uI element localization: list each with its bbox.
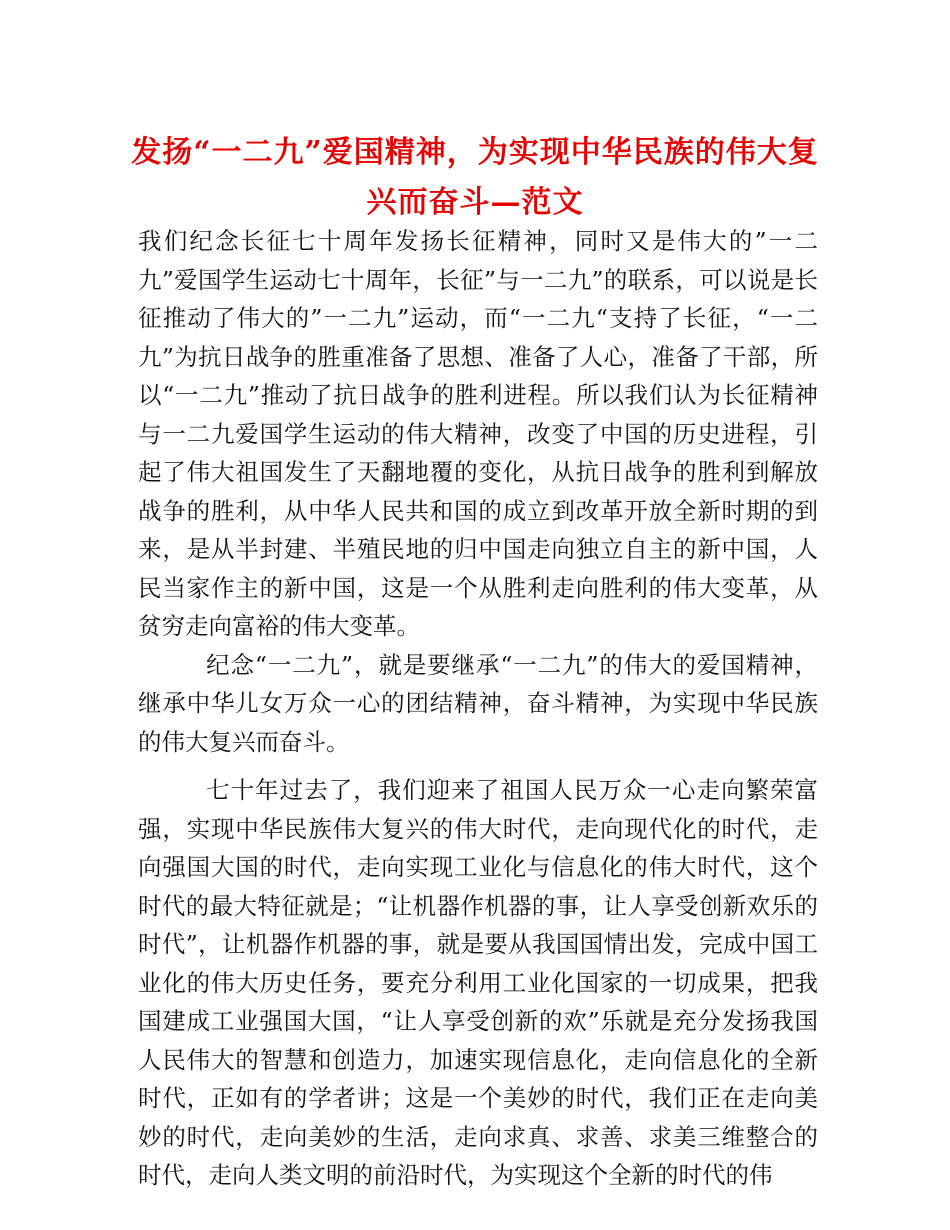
paragraph-3: 七十年过去了，我们迎来了祖国人民万众一心走向繁荣富强，实现中华民族伟大复兴的伟大时代，走向现代化的时代，走向强国大国的时代，走向实现工业化与信息化的伟大时代，这个时代的最大特征就是；“让机器作机器的事，让人享受创新欢乐的时代”，让机器作机器的事，就是要从我国国情出发，完成中国工业化的伟大历史任务，要充分利用工业化国家的一切成果，把我国建成工业强国大国，“让人享受创新的欢”乐就是充分发扬我国人民伟大的智慧和创造力，加速实现信息化，走向信息化的全新时代，正如有的学者讲；这是一个美妙的时代，我们正在走向美妙的时代，走向美妙的生活，走向求真、求善、求美三维整合的时代，走向人类文明的前沿时代，为实现这个全新的时代的伟	[138, 776, 818, 1189]
document-title: 发扬“一二九”爱国精神，为实现中华民族的伟大复兴而奋斗—范文	[131, 135, 819, 220]
document-body	[138, 222, 818, 1195]
paragraph-2: 纪念“一二九”，就是要继承“一二九”的伟大的爱国精神，继承中华儿女万众一心的团结精神，奋斗精神，为实现中华民族的伟大复兴而奋斗。	[138, 650, 818, 756]
paragraph-1: 我们纪念长征七十周年发扬长征精神，同时又是伟大的”一二九”爱国学生运动七十周年，长征”与一二九”的联系，可以说是长征推动了伟大的”一二九”运动，而“一二九“支持了长征，“一二九”为抗日战争的胜重准备了思想、准备了人心，准备了干部，所以“一二九”推动了抗日战争的胜利进程。所以我们认为长征精神与一二九爱国学生运动的伟大精神，改变了中国的历史进程，引起了伟大祖国发生了天翻地覆的变化，从抗日战争的胜利到解放战争的胜利，从中华人民共和国的成立到改革开放全新时期的到来，是从半封建、半殖民地的归中国走向独立自主的新中国，人民当家作主的新中国，这是一个从胜利走向胜利的伟大变革，从贫穷走向富裕的伟大变革。	[138, 227, 818, 640]
